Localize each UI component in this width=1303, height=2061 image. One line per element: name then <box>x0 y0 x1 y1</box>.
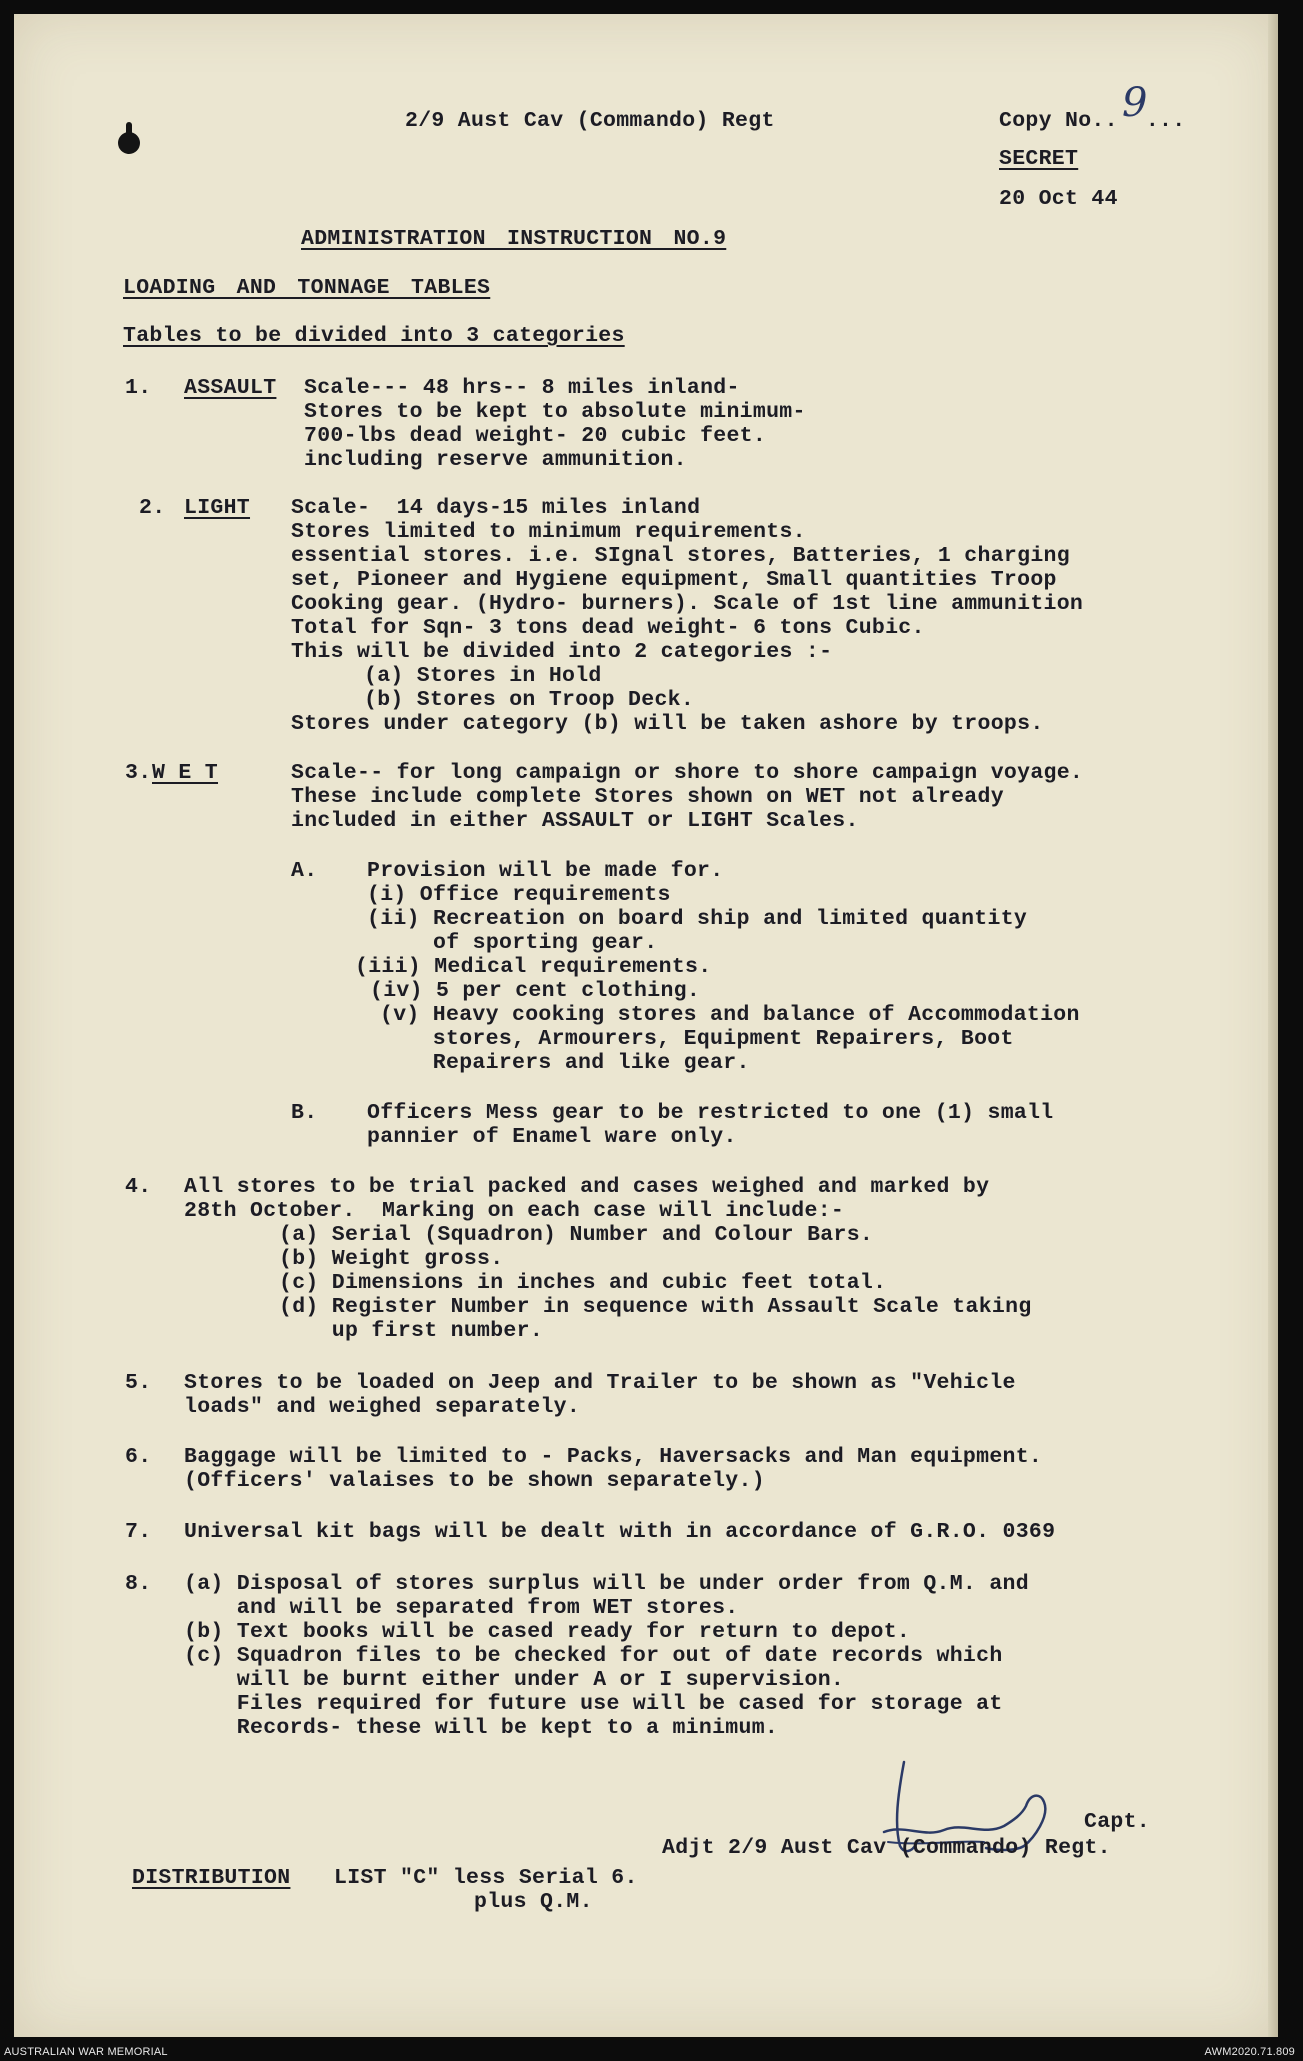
section-4-line: All stores to be trial packed and cases weighed and marked by <box>184 1175 990 1199</box>
section-1-key: ASSAULT <box>184 376 277 400</box>
section-3-a-item: (iv) 5 per cent clothing. <box>370 979 701 1003</box>
section-3-b-line: pannier of Enamel ware only. <box>367 1125 737 1149</box>
section-3-a-item: (iii) Medical requirements. <box>355 955 712 979</box>
section-3-number: 3. <box>125 761 152 785</box>
section-2-line: Scale- 14 days-15 miles inland <box>291 496 701 520</box>
section-2-line: Stores limited to minimum requirements. <box>291 520 806 544</box>
section-2-line: essential stores. i.e. SIgnal stores, Batteries, 1 charging <box>291 544 1070 568</box>
document-title: ADMINISTRATION INSTRUCTION NO.9 <box>301 227 727 251</box>
section-8-line: and will be separated from WET stores. <box>184 1596 739 1620</box>
section-1-line: 700-lbs dead weight- 20 cubic feet. <box>304 424 767 448</box>
section-2-line: set, Pioneer and Hygiene equipment, Small quantities Troop <box>291 568 1057 592</box>
section-4-item: (d) Register Number in sequence with Assault Scale taking <box>279 1295 1032 1319</box>
section-3-b-line: Officers Mess gear to be restricted to one (1) small <box>367 1101 1054 1125</box>
section-4-item: (c) Dimensions in inches and cubic feet total. <box>279 1271 887 1295</box>
section-2-line: Cooking gear. (Hydro- burners). Scale of 1st line ammunition <box>291 592 1084 616</box>
section-5-line: Stores to be loaded on Jeep and Trailer to be shown as "Vehicle <box>184 1371 1016 1395</box>
section-5-number: 5. <box>125 1371 152 1395</box>
section-5-line: loads" and weighed separately. <box>184 1395 581 1419</box>
section-3-a-item: (v) Heavy cooking stores and balance of Accommodation <box>380 1003 1080 1027</box>
section-4-item: up first number. <box>279 1319 544 1343</box>
section-1-number: 1. <box>125 376 152 400</box>
page-edge <box>1268 14 1278 2037</box>
section-4-item: (a) Serial (Squadron) Number and Colour Bars. <box>279 1223 874 1247</box>
distribution-text-2: plus Q.M. <box>474 1890 593 1914</box>
distribution-text: LIST "C" less Serial 6. <box>334 1866 638 1890</box>
section-3-b-label: B. <box>291 1101 318 1125</box>
classification: SECRET <box>999 147 1079 171</box>
section-7-line: Universal kit bags will be dealt with in accordance of G.R.O. 0369 <box>184 1520 1056 1544</box>
copy-number-handwritten: 9 <box>1122 80 1148 126</box>
archive-reference: AWM2020.71.809 <box>1204 2046 1295 2058</box>
section-3-a-label: A. <box>291 859 318 883</box>
archive-credit: AUSTRALIAN WAR MEMORIAL <box>4 2046 168 2058</box>
section-3-line: These include complete Stores shown on WET not already <box>291 785 1004 809</box>
punch-hole <box>118 132 140 154</box>
section-3-line: included in either ASSAULT or LIGHT Scales. <box>291 809 859 833</box>
section-3-a-item: Repairers and like gear. <box>380 1051 750 1075</box>
section-7-number: 7. <box>125 1520 152 1544</box>
unit-heading: 2/9 Aust Cav (Commando) Regt <box>405 109 775 133</box>
section-3-a-item: (ii) Recreation on board ship and limited quantity <box>367 907 1028 931</box>
copy-label-text: Copy No.. <box>999 109 1118 133</box>
signatory-rank: Capt. <box>1084 1810 1151 1834</box>
distribution-label: DISTRIBUTION <box>132 1866 291 1890</box>
section-8-number: 8. <box>125 1572 152 1596</box>
section-6-line: (Officers' valaises to be shown separately.) <box>184 1469 765 1493</box>
section-8-line: Records- these will be kept to a minimum. <box>184 1716 779 1740</box>
signatory-appointment: Adjt 2/9 Aust Cav (Commando) Regt. <box>662 1836 1111 1860</box>
section-2-line: This will be divided into 2 categories :- <box>291 640 833 664</box>
section-4-line: 28th October. Marking on each case will include:- <box>184 1199 845 1223</box>
section-3-a-item: (i) Office requirements <box>367 883 671 907</box>
section-8-line: will be burnt either under A or I supervision. <box>184 1668 845 1692</box>
section-4-number: 4. <box>125 1175 152 1199</box>
section-8-line: (b) Text books will be cased ready for return to depot. <box>184 1620 911 1644</box>
intro-line: Tables to be divided into 3 categories <box>123 324 625 348</box>
section-2-sub-b: (b) Stores on Troop Deck. <box>364 688 695 712</box>
section-1-line: including reserve ammunition. <box>304 448 687 472</box>
section-1-line: Stores to be kept to absolute minimum- <box>304 400 806 424</box>
section-3-a-item: of sporting gear. <box>367 931 658 955</box>
section-1-line: Scale--- 48 hrs-- 8 miles inland- <box>304 376 740 400</box>
section-2-number: 2. <box>139 496 166 520</box>
copy-dots: ... <box>1145 109 1186 133</box>
section-8-line: (c) Squadron files to be checked for out of date records which <box>184 1644 1003 1668</box>
section-8-line: Files required for future use will be cased for storage at <box>184 1692 1003 1716</box>
section-3-key: W E T <box>152 761 219 785</box>
section-2-sub-a: (a) Stores in Hold <box>364 664 602 688</box>
section-3-line: Scale-- for long campaign or shore to shore campaign voyage. <box>291 761 1084 785</box>
document-date: 20 Oct 44 <box>999 187 1118 211</box>
section-2-key: LIGHT <box>184 496 251 520</box>
copy-label <box>999 109 1185 133</box>
section-2-last-line: Stores under category (b) will be taken ashore by troops. <box>291 712 1044 736</box>
section-8-line: (a) Disposal of stores surplus will be under order from Q.M. and <box>184 1572 1029 1596</box>
section-2-line: Total for Sqn- 3 tons dead weight- 6 tons Cubic. <box>291 616 925 640</box>
document-page <box>14 14 1278 2037</box>
section-3-a-text: Provision will be made for. <box>367 859 724 883</box>
section-6-line: Baggage will be limited to - Packs, Haversacks and Man equipment. <box>184 1445 1043 1469</box>
section-3-a-item: stores, Armourers, Equipment Repairers, Boot <box>380 1027 1014 1051</box>
section-6-number: 6. <box>125 1445 152 1469</box>
document-subtitle: LOADING AND TONNAGE TABLES <box>123 276 491 300</box>
section-4-item: (b) Weight gross. <box>279 1247 504 1271</box>
